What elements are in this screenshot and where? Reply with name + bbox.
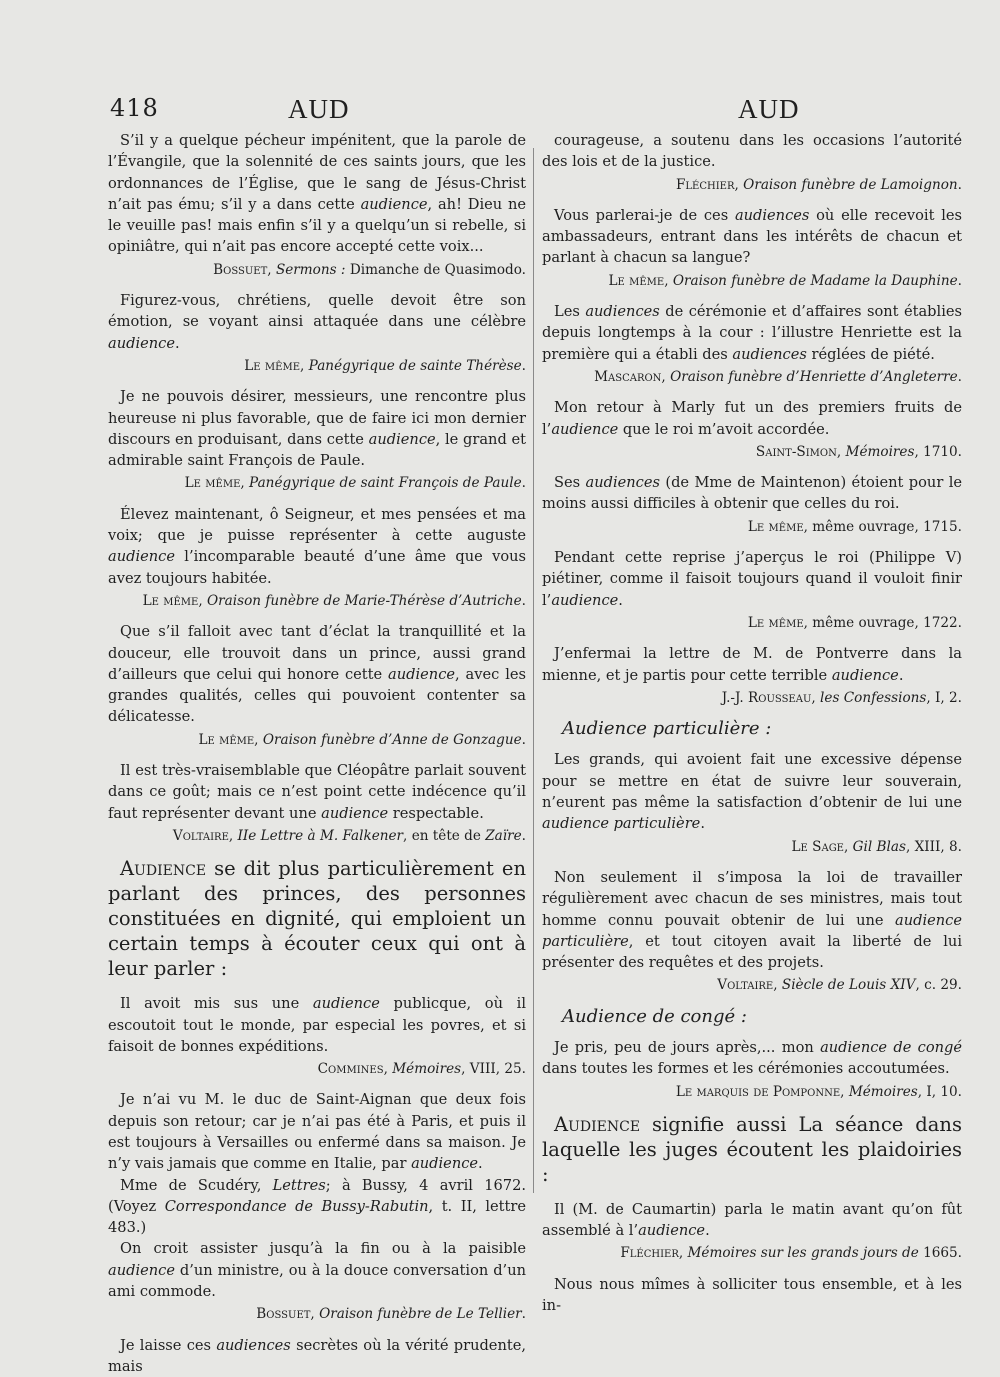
right-source-7: Saint-Simon, Mémoires, 1710. bbox=[755, 443, 962, 460]
right-quote-15: Les grands, qui avoient fait une excessive dépense pour se mettre en état de suivre leur souverain, n’eurent pas même la satisfaction d’obtenir de lui une audience particulière. bbox=[542, 751, 962, 833]
left-source-18: Bossuet, Oraison funèbre de Le Tellier. bbox=[256, 1306, 526, 1323]
left-quote-19: Je laisse ces audiences secrètes où la vérité prudente, mais bbox=[108, 1336, 526, 1375]
left-source-11: Voltaire, IIe Lettre à M. Falkener, en tête de Zaïre. bbox=[172, 827, 526, 844]
right-column bbox=[542, 130, 962, 1316]
right-source-13: J.-J. Rousseau, les Confessions, I, 2. bbox=[721, 689, 962, 706]
left-quote-13: Il avoit mis sus une audience publicque, où il escoutoit tout le monde, par especial les povres, et si faisoit de bonnes expéditions. bbox=[108, 995, 526, 1055]
left-quote-17: On croit assister jusqu’à la fin ou à la paisible audience d’un ministre, ou à la douce conversation d’un ami commode. bbox=[108, 1240, 526, 1301]
column-divider bbox=[533, 148, 534, 1193]
running-head-right: AUD bbox=[738, 94, 800, 124]
right-sub-19: Audience de congé : bbox=[562, 1005, 747, 1027]
left-source-5: Le même, Panégyrique de saint François de Paule. bbox=[184, 475, 526, 492]
left-quote-2: Figurez-vous, chrétiens, quelle devoit être son émotion, se voyant ainsi attaquée dans une célèbre audience. bbox=[108, 292, 526, 352]
right-big-22: Audience signifie aussi La séance dans laquelle les juges écoutent les plaidoiries : bbox=[542, 1112, 962, 1186]
left-source-3: Le même, Panégyrique de sainte Thérèse. bbox=[244, 357, 526, 374]
left-source-7: Le même, Oraison funèbre de Marie-Thérèse d’Autriche. bbox=[142, 592, 526, 609]
right-quote-10: Pendant cette reprise j’aperçus le roi (Philippe V) piétiner, comme il faisoit toujours quand il vouloit finir l’audience. bbox=[542, 549, 962, 609]
right-quote-0: courageuse, a soutenu dans les occasions l’autorité des lois et de la justice. bbox=[542, 132, 962, 171]
right-quote-17: Non seulement il s’imposa la loi de travailler régulièrement avec chacun de ses ministres, mais tout homme connu pouvait obtenir de lui une audience particulière, et tout citoyen avait la liberté de lui présenter des requêtes et des projets. bbox=[542, 868, 962, 972]
left-big-12: Audience se dit plus particulièrement en parlant des princes, des personnes constituées en dignité, qui emploient un certain temps à écouter ceux qui ont à leur parler : bbox=[108, 857, 526, 981]
page-number: 418 bbox=[110, 94, 159, 122]
right-source-16: Le Sage, Gil Blas, XIII, 8. bbox=[791, 838, 962, 855]
left-quote-0: S’il y a quelque pécheur impénitent, que la parole de l’Évangile, que la solennité de ces saints jours, que les ordonnances de l’Église, que le sang de Jésus-Christ n’ait pas ému; s’il y a dans cette audience, ah! Dieu ne le veuille pas! mais enfin s’il y a quelqu’un si rebelle, si opiniâtre, qui n’ait pas encore accepté cette voix... bbox=[108, 132, 526, 256]
left-quote-15: Je n’ai vu M. le duc de Saint-Aignan que deux fois depuis son retour; car je n’ai pas été à Paris, et puis il est toujours à Versailles ou enfermé dans sa maison. Je n’y vais jamais que comme en Italie, par audience. bbox=[108, 1091, 526, 1173]
left-source-9: Le même, Oraison funèbre d’Anne de Gonzague. bbox=[198, 731, 526, 748]
left-quote-4: Je ne pouvois désirer, messieurs, une rencontre plus heureuse ni plus favorable, que de faire ici mon dernier discours en produisant, dans cette audience, le grand et admirable saint François de Paule. bbox=[108, 388, 527, 470]
right-quote-4: Les audiences de cérémonie et d’affaires sont établies depuis longtemps à la cour : l’illustre Henriette est la première qui a établi des audiences réglées de piété. bbox=[542, 303, 962, 363]
left-source-1: Bossuet, Sermons : Dimanche de Quasimodo. bbox=[213, 261, 526, 278]
left-quote-10: Il est très-vraisemblable que Cléopâtre parlait souvent dans ce goût; mais ce n’est point cette indécence qu’il faut représenter devant une audience respectable. bbox=[108, 762, 526, 822]
right-quote-8: Ses audiences (de Mme de Maintenon) étoient pour le moins aussi difficiles à obtenir que celles du roi. bbox=[542, 474, 962, 513]
left-source-14: Commines, Mémoires, VIII, 25. bbox=[317, 1061, 526, 1078]
right-quote-25: Nous nous mîmes à solliciter tous ensemble, et à les in- bbox=[542, 1275, 962, 1315]
right-quote-2: Vous parlerai-je de ces audiences où elle recevoit les ambassadeurs, entrant dans les intérêts de chacun et parlant à chacun sa langue? bbox=[542, 206, 962, 267]
right-source-5: Mascaron, Oraison funèbre d’Henriette d’Angleterre. bbox=[594, 368, 962, 385]
right-quote-6: Mon retour à Marly fut un des premiers fruits de l’audience que le roi m’avoit accordée. bbox=[542, 399, 962, 438]
right-source-18: Voltaire, Siècle de Louis XIV, c. 29. bbox=[717, 977, 962, 994]
left-quote-8: Que s’il falloit avec tant d’éclat la tranquillité et la douceur, elle trouvoit dans un prince, aussi grand d’ailleurs que celui qui honore cette audience, avec les grandes qualités, celles qui pouvoient contenter sa délicatesse. bbox=[108, 623, 526, 726]
right-quote-12: J’enfermai la lettre de M. de Pontverre dans la mienne, et je partis pour cette terrible audience. bbox=[542, 645, 962, 684]
right-source-24: Fléchier, Mémoires sur les grands jours de 1665. bbox=[620, 1245, 962, 1262]
right-quote-20: Je pris, peu de jours après,... mon audience de congé dans toutes les formes et les cérémonies accoutumées. bbox=[542, 1038, 962, 1078]
right-source-11: Le même, même ouvrage, 1722. bbox=[747, 614, 962, 631]
left-quote-16: Mme de Scudéry, Lettres; à Bussy, 4 avril 1672. (Voyez Correspondance de Bussy-Rabutin, t. II, lettre 483.) bbox=[108, 1176, 527, 1237]
right-source-1: Fléchier, Oraison funèbre de Lamoignon. bbox=[675, 176, 962, 193]
running-head-left: AUD bbox=[288, 94, 350, 124]
right-sub-14: Audience particulière : bbox=[562, 718, 772, 740]
right-source-9: Le même, même ouvrage, 1715. bbox=[747, 518, 962, 535]
right-source-3: Le même, Oraison funèbre de Madame la Dauphine. bbox=[608, 272, 962, 289]
right-quote-23: Il (M. de Caumartin) parla le matin avant qu’on fût assemblé à l’audience. bbox=[542, 1200, 962, 1240]
left-column bbox=[108, 130, 526, 1377]
right-source-21: Le marquis de Pomponne, Mémoires, I, 10. bbox=[675, 1083, 962, 1100]
left-quote-6: Élevez maintenant, ô Seigneur, et mes pensées et ma voix; que je puisse représenter à cette auguste audience l’incomparable beauté d’une âme que vous avez toujours habitée. bbox=[108, 505, 526, 587]
